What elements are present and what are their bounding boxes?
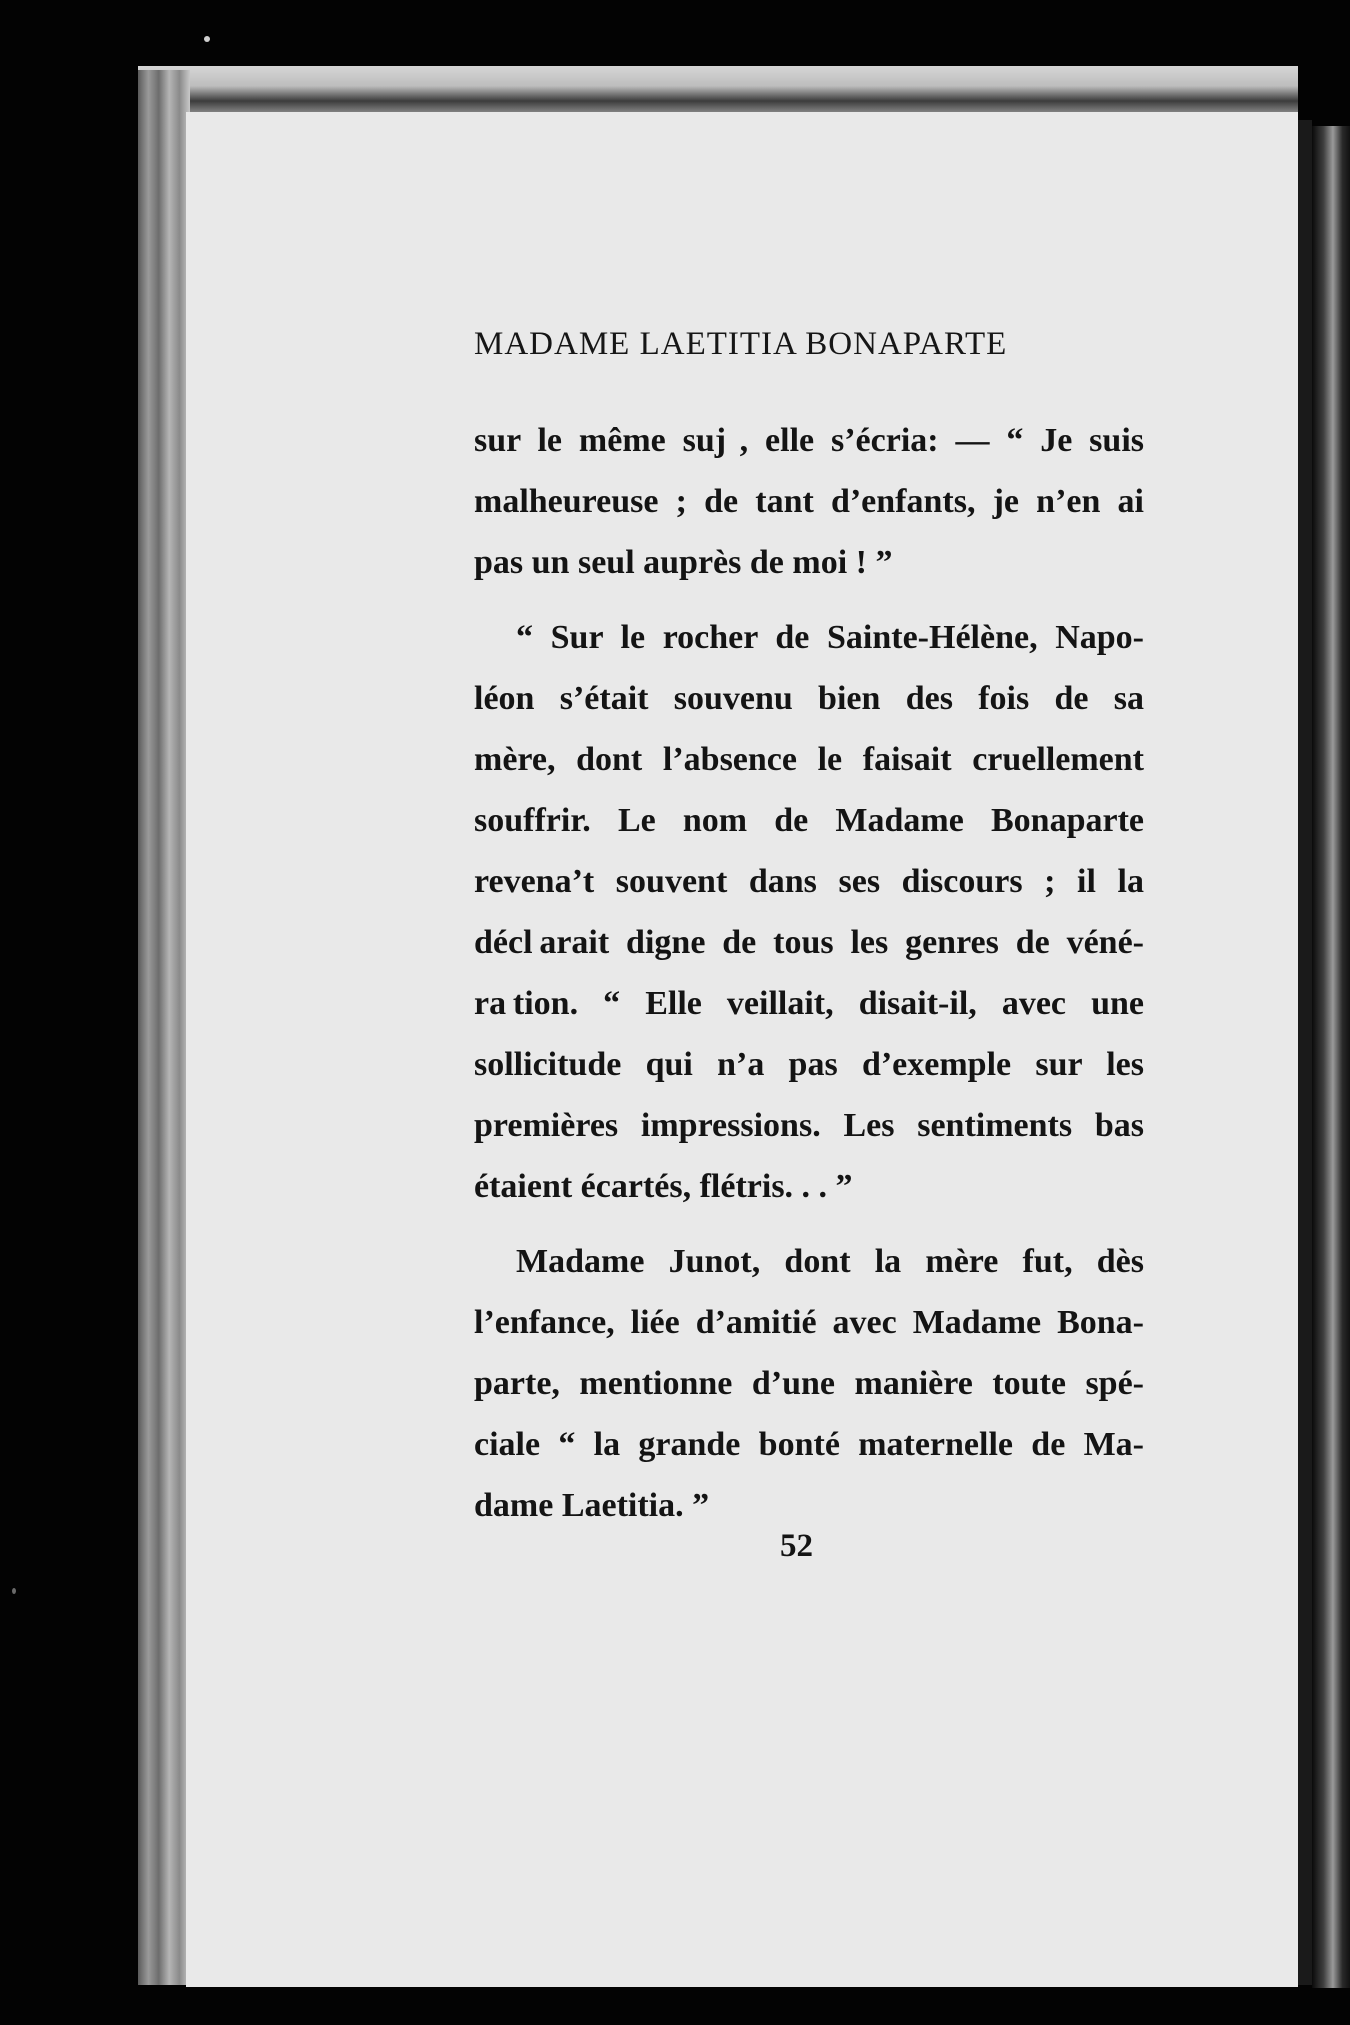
text-line: “ Sur le rocher de Sainte-Hélène, Napo- (516, 619, 1144, 656)
text-line: parte, mentionne d’une manière toute spé- (474, 1365, 1144, 1402)
paragraph (474, 1231, 1144, 1536)
page-number: 52 (780, 1528, 813, 1564)
paragraph-gap (474, 1217, 1144, 1231)
text-line: Madame Junot, dont la mère fut, dès (516, 1243, 1144, 1280)
dust-speck (204, 36, 210, 42)
paragraph (474, 410, 1144, 593)
text-line: léon s’était souvenu bien des fois de sa (474, 680, 1144, 717)
text-line: revena’t souvent dans ses discours ; il la (474, 863, 1144, 900)
page-left-edge (138, 70, 190, 1985)
text-line: sollicitude qui n’a pas d’exemple sur les (474, 1046, 1144, 1083)
text-line: mère, dont l’absence le faisait cruellement (474, 741, 1144, 778)
facing-page-edge (1312, 126, 1350, 1988)
paragraph-gap (474, 593, 1144, 607)
text-line: décl arait digne de tous les genres de véné- (474, 924, 1144, 961)
text-line: dame Laetitia. ” (474, 1487, 710, 1524)
text-line: étaient écartés, flétris. . . ” (474, 1168, 853, 1205)
dust-speck (12, 1588, 16, 1594)
running-head: MADAME LAETITIA BONAPARTE (474, 326, 1008, 362)
text-line: pas un seul auprès de moi ! ” (474, 544, 893, 581)
text-line: malheureuse ; de tant d’enfants, je n’en ai (474, 483, 1144, 520)
body-text (474, 410, 1144, 1536)
text-line: souffrir. Le nom de Madame Bonaparte (474, 802, 1144, 839)
text-line: sur le même suj , elle s’écria: — “ Je suis (474, 422, 1144, 459)
text-line: premières impressions. Les sentiments bas (474, 1107, 1144, 1144)
binding-shadow (1296, 120, 1312, 1985)
page-top-edge (138, 66, 1298, 116)
text-line: l’enfance, liée d’amitié avec Madame Bona- (474, 1304, 1144, 1341)
text-line: ciale “ la grande bonté maternelle de Ma- (474, 1426, 1144, 1463)
text-line: ra tion. “ Elle veillait, disait-il, avec une (474, 985, 1144, 1022)
paragraph (474, 607, 1144, 1217)
